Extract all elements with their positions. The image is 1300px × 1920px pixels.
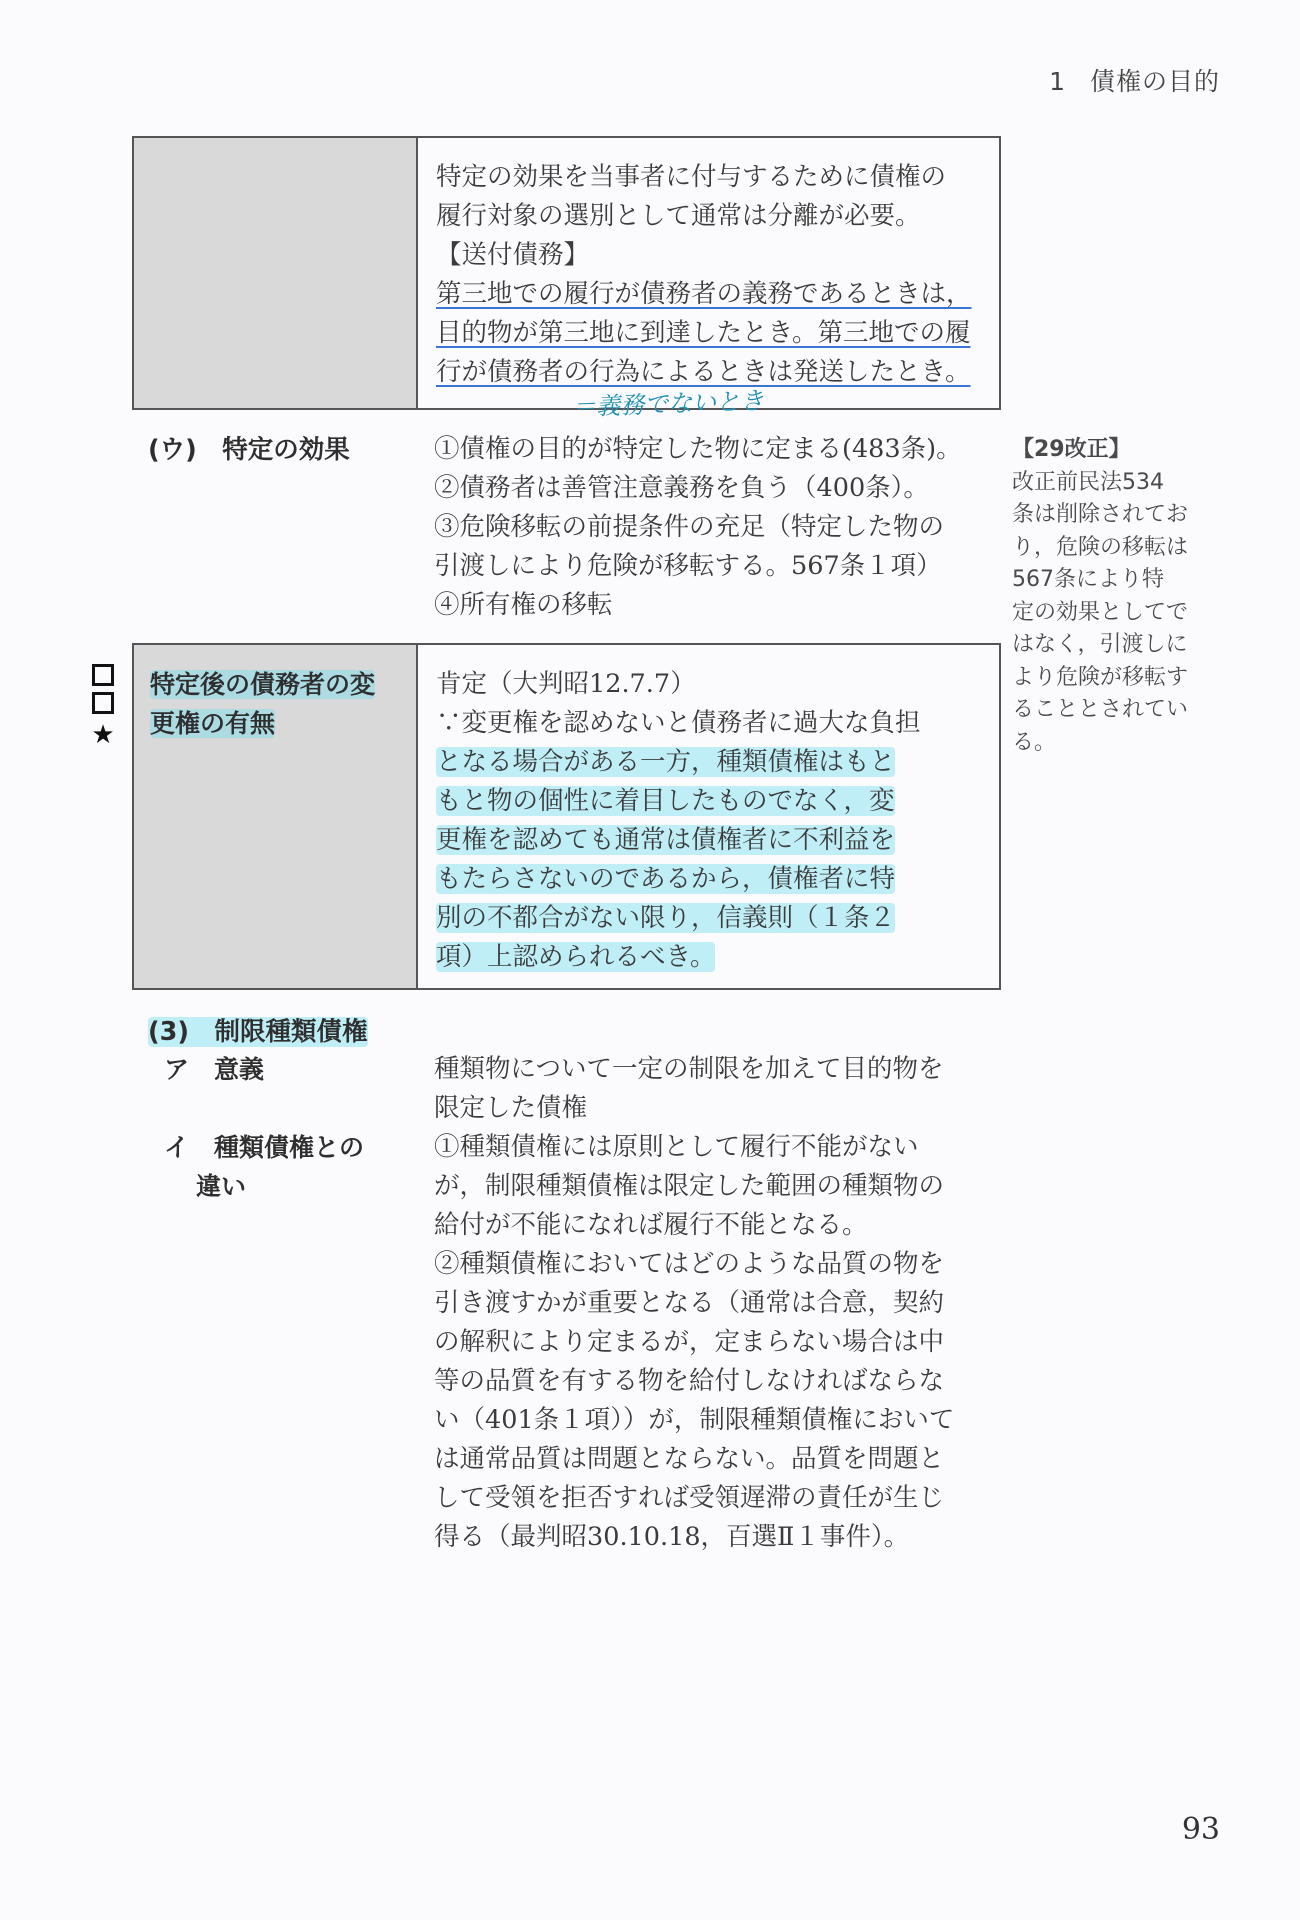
text-line: して受領を拒否すれば受領遅滞の責任が生じ [434,1483,945,1513]
reason-line: 項）上認められるべき。 [436,942,716,972]
side-note-line: る。 [1012,729,1057,755]
conclusion: 肯定（大判昭12.7.7） [436,669,696,699]
reason-line: もと物の個性に着目したものでなく，変 [436,786,895,816]
side-note-line: ることとされてい [1012,697,1189,722]
difference-label-line: 違い [196,1172,247,1201]
text-line: 引き渡すかが重要となる（通常は合意，契約 [434,1288,945,1318]
running-header [1049,62,1220,98]
table-line: 履行対象の選別として通常は分離が必要。 [436,201,921,231]
reason-line: 別の不都合がない限り，信義則（１条２ [436,903,896,933]
side-note-line: 567条により特 [1012,567,1164,592]
table-line: 目的物が第三地に到達したとき。第三地での履 [436,318,971,348]
handwritten-note: ＝義務でないとき [571,386,765,422]
text-line: 給付が不能になれば履行不能となる。 [434,1210,868,1240]
difference-label-line: イ 種類債権との [164,1133,365,1162]
chapter-title: 債権の目的 [1089,67,1220,96]
table-right-cell [418,645,999,988]
list-item: ④所有権の移転 [434,590,613,620]
text-line: 限定した債権 [434,1093,588,1123]
text-line: 等の品質を有する物を給付しなければならな [434,1366,945,1396]
issue-line: 更権の有無 [150,709,276,738]
review-checks [88,658,118,750]
text-line: 種類物について一定の制限を加えて目的物を [434,1054,944,1084]
difference-text [434,1128,994,1557]
list-item: 引渡しにより危険が移転する。567条１項） [434,551,942,581]
page-number: 93 [1181,1812,1220,1847]
list-item: ③危険移転の前提条件の充足（特定した物の [434,512,945,542]
reason-line: もたらさないのであるから，債権者に特 [436,864,896,894]
table-right-cell [418,138,999,408]
table-line: 第三地での履行が債務者の義務であるときは， [436,279,972,309]
meaning-text [434,1050,994,1128]
side-note-line: 改正前民法534 [1012,469,1164,495]
reason-line: となる場合がある一方，種類債権はもと [436,747,896,777]
side-note-line: より危険が移転す [1012,664,1189,690]
section-u-heading: (ウ) 特定の効果 [148,435,350,465]
change-right-table [132,643,1001,990]
text-line: 得る（最判昭30.10.18，百選Ⅱ１事件）。 [434,1522,910,1552]
checkbox-icon[interactable] [92,664,114,686]
star-icon: ★ [91,720,115,750]
side-note-line: はなく，引渡しに [1012,632,1188,657]
issue-line: 特定後の債務者の変 [150,670,376,699]
reason-line: 更権を認めても通常は債権者に不利益を [436,825,896,855]
text-line: の解釈により定まるが，定まらない場合は中 [434,1327,945,1357]
reason-line: ∵変更権を認めないと債務者に過大な負担 [436,708,921,738]
side-note [1012,434,1212,759]
difference-label [164,1128,414,1206]
section-u-list [434,430,994,625]
specification-table [132,136,1001,410]
reason-block [436,704,985,977]
table-left-cell [134,645,418,988]
checkbox-icon[interactable] [92,692,114,714]
text-line: は通常品質は問題とならない。品質を問題と [434,1444,945,1474]
text-line: が，制限種類債権は限定した範囲の種類物の [434,1171,945,1201]
table-line: 【送付債務】 [436,240,590,270]
side-note-line: 条は削除されてお [1012,502,1189,527]
side-note-line: 定の効果としてで [1012,599,1189,625]
section-3-heading: (3) 制限種類債権 [148,1017,368,1047]
meaning-label: ア 意義 [164,1055,265,1084]
side-note-tag: 【29改正】 [1012,437,1131,462]
text-line: い（401条１項））が，制限種類債権において [434,1405,955,1435]
side-note-line: り，危険の移転は [1012,534,1189,560]
table-line: 特定の効果を当事者に付与するために債権の [436,162,947,192]
text-line: ①種類債権には原則として履行不能がない [434,1132,919,1162]
chapter-number: 1 [1049,67,1066,96]
table-left-cell [134,138,418,408]
list-item: ②債務者は善管注意義務を負う（400条）。 [434,473,929,503]
text-line: ②種類債権においてはどのような品質の物を [434,1249,945,1279]
table-line: 行が債務者の行為によるときは発送したとき。 [436,357,971,387]
list-item: ①債権の目的が特定した物に定まる(483条)。 [434,434,962,464]
